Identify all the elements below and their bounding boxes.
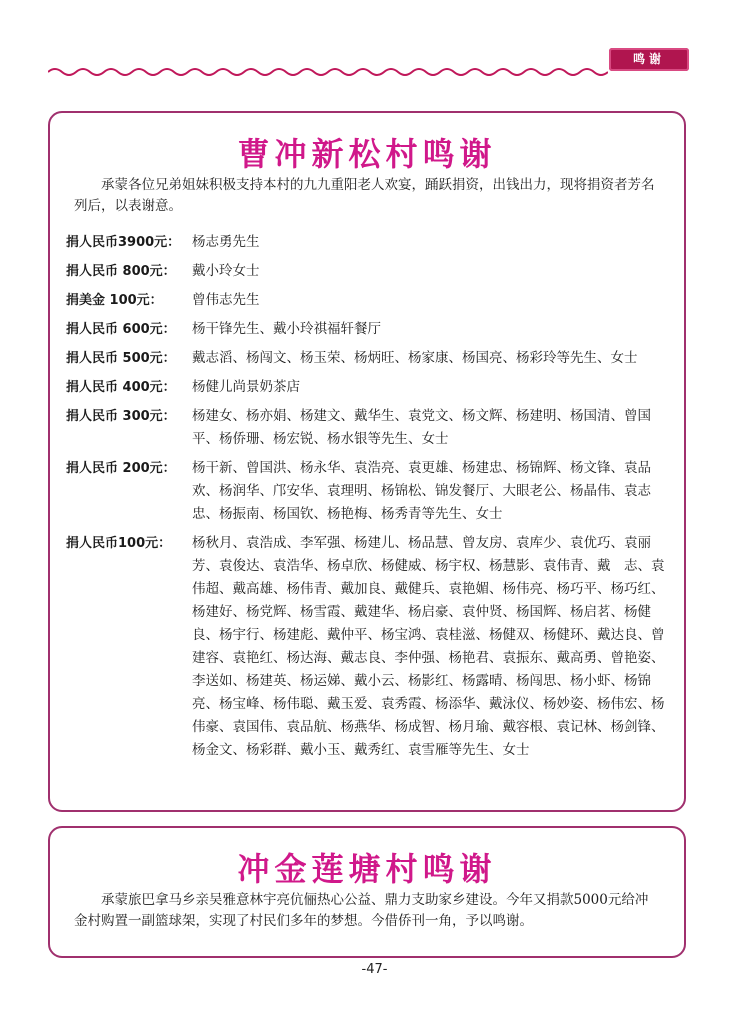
donation-amount: 捐人民币 800元： (66, 264, 176, 279)
acknowledgement-box-caochong (48, 111, 686, 812)
donation-row (66, 376, 676, 399)
donation-row (66, 231, 676, 254)
donation-amount: 捐人民币 300元： (66, 409, 176, 424)
donor-names: 戴小玲女士 (192, 263, 260, 279)
donation-row (66, 347, 676, 370)
donation-row (66, 457, 676, 526)
donor-names: 戴志滔、杨闯文、杨玉荣、杨炳旺、杨家康、杨国亮、杨彩玲等先生、女士 (192, 350, 638, 366)
donor-names: 杨健儿尚景奶茶店 (192, 379, 300, 395)
section-title: 冲金莲塘村鸣谢 (237, 850, 497, 888)
donation-amount: 捐人民币 200元： (66, 461, 176, 476)
donation-amount: 捐人民币 500元： (66, 351, 176, 366)
donor-names: 杨干新、曾国洪、杨永华、袁浩亮、袁更雄、杨建忠、杨锦辉、杨文锋、袁品欢、杨润华、邝安华、袁理明、杨锦松、锦发餐厅、大眼老公、杨晶伟、袁志忠、杨振南、杨国钦、杨艳梅、杨秀青等先生、女士 (192, 460, 651, 522)
page-number: -47- (361, 962, 388, 977)
donation-row (66, 405, 676, 451)
donor-names: 杨干锋先生、戴小玲祺福轩餐厅 (192, 321, 381, 337)
donation-amount: 捐人民币 600元： (66, 322, 176, 337)
section-title: 曹冲新松村鸣谢 (237, 135, 497, 173)
donor-names: 杨建女、杨亦娟、杨建文、戴华生、袁党文、杨文辉、杨建明、杨国清、曾国平、杨侨珊、杨宏锐、杨水银等先生、女士 (192, 408, 651, 447)
donation-row (66, 532, 676, 762)
donation-amount: 捐人民币100元： (66, 536, 172, 551)
intro-paragraph: 承蒙各位兄弟姐妹积极支持本村的九九重阳老人欢宴，踊跃捐资，出钱出力，现将捐资者芳名列后，以表谢意。 (74, 177, 655, 214)
decorative-wave-divider (48, 66, 608, 78)
donation-list (66, 231, 676, 768)
donation-amount: 捐人民币 400元： (66, 380, 176, 395)
section-tab: 鸣谢 (609, 48, 689, 71)
donor-names: 杨秋月、袁浩成、李军强、杨建儿、杨品慧、曾友房、袁库少、袁优巧、袁丽芳、袁俊达、袁浩华、杨卓欣、杨健威、杨宇权、杨慧影、袁伟青、戴 志、袁伟超、戴高雄、杨伟青、戴加良、戴健兵、袁艳媚、杨伟亮、杨巧平、杨巧红、杨建好、杨党辉、杨雪霞、戴建华、杨启豪、袁仲贤、杨国辉、杨启茗、杨健良、杨宇行、杨建彪、戴仲平、杨宝鸿、袁桂滋、杨健双、杨健环、戴达良、曾建容、袁艳红、杨达海、戴志良、李仲强、杨艳君、袁振东、戴高勇、曾艳姿、李送如、杨建英、杨运娣、戴小云、杨影红、杨露晴、杨闯思、杨小虾、杨锦亮、杨宝峰、杨伟聪、戴玉爱、袁秀霞、杨添华、戴泳仪、杨妙姿、杨伟宏、杨伟豪、袁国伟、袁品航、杨燕华、杨成智、杨月瑜、戴容根、袁记林、杨剑锋、杨金文、杨彩群、戴小玉、戴秀红、袁雪雁等先生、女士 (192, 535, 665, 758)
donor-names: 杨志勇先生 (192, 234, 260, 250)
intro-paragraph: 承蒙旅巴拿马乡亲吴雅意林宇亮伉俪热心公益、鼎力支助家乡建设。今年又捐款5000元给冲金村购置一副篮球架，实现了村民们多年的梦想。今借侨刊一角，予以鸣谢。 (74, 892, 649, 929)
donation-row (66, 318, 676, 341)
donation-row (66, 260, 676, 283)
acknowledgement-box-chongjin (48, 826, 686, 958)
donation-amount: 捐人民币3900元： (66, 235, 181, 250)
donation-row (66, 289, 676, 312)
donation-amount: 捐美金 100元： (66, 293, 163, 308)
donor-names: 曾伟志先生 (192, 292, 260, 308)
